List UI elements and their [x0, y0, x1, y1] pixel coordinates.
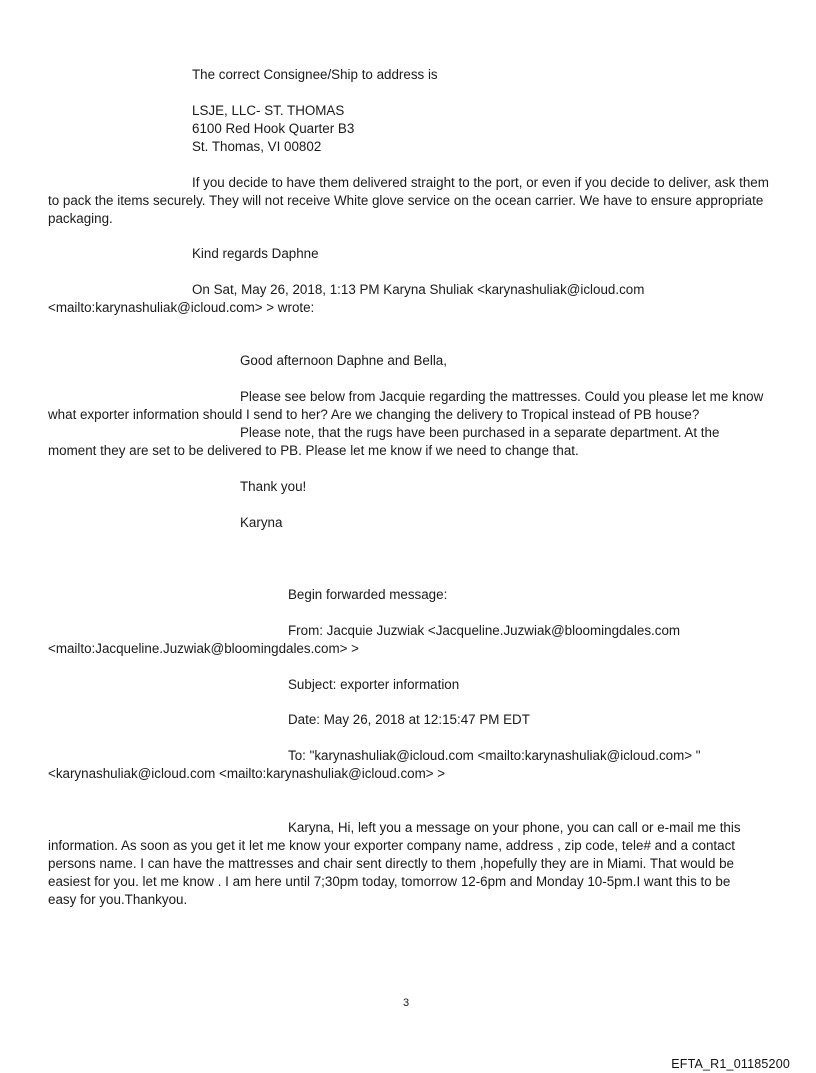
thanks-line: Thank you! — [240, 479, 307, 494]
delivery-paragraph: If you decide to have them delivered straight to the port, or even if you decide to deliver, ask them to pack the items securely. They will not receive White glove service on the ocean carrier. We have to ensure appropriate packaging. — [48, 175, 769, 226]
forwarded-title: Begin forwarded message: — [288, 587, 448, 602]
karyna-paragraph-1: Please see below from Jacquie regarding the mattresses. Could you please let me know what exporter information should I send to her? Are we changing the delivery to Tropical instead of PB house? — [48, 389, 764, 422]
intro-line: The correct Consignee/Ship to address is — [192, 67, 438, 82]
address-line-1: LSJE, LLC- ST. THOMAS — [192, 103, 345, 118]
forwarded-subject: Subject: exporter information — [288, 677, 460, 692]
karyna-paragraph-2: Please note, that the rugs have been purchased in a separate department. At the moment they are set to be delivered to PB. Please let me know if we need to change that. — [48, 425, 720, 458]
greeting-line: Good afternoon Daphne and Bella, — [240, 353, 447, 368]
page-number: 3 — [403, 997, 410, 1009]
forwarded-to: To: "karynashuliak@icloud.com <mailto:karynashuliak@icloud.com> " <karynashuliak@icloud.com <mailto:karynashuliak@icloud.com> > — [48, 748, 701, 781]
forwarded-date: Date: May 26, 2018 at 12:15:47 PM EDT — [288, 712, 530, 727]
closing-line: Kind regards Daphne — [192, 246, 319, 261]
address-line-2: 6100 Red Hook Quarter B3 — [192, 121, 355, 136]
signature-line: Karyna — [240, 515, 283, 530]
quote-header: On Sat, May 26, 2018, 1:13 PM Karyna Shuliak <karynashuliak@icloud.com <mailto:karynashuliak@icloud.com> > wrote: — [48, 282, 645, 315]
address-line-3: St. Thomas, VI 00802 — [192, 139, 322, 154]
forwarded-body: Karyna, Hi, left you a message on your phone, you can call or e-mail me this information. As soon as you get it let me know your exporter company name, address , zip code, tele# and a contact persons name. I can have the mattresses and chair sent directly to them ,hopefully they are in Miami. That would be easiest for you. let me know . I am here until 7;30pm today, tomorrow 12-6pm and Monday 10-5pm.I want this to be easy for you.Thankyou. — [48, 820, 741, 907]
forwarded-from: From: Jacquie Juzwiak <Jacqueline.Juzwiak@bloomingdales.com <mailto:Jacqueline.Juzwiak@bloomingdales.com> > — [48, 623, 681, 656]
bates-stamp: EFTA_R1_01185200 — [671, 1057, 790, 1071]
